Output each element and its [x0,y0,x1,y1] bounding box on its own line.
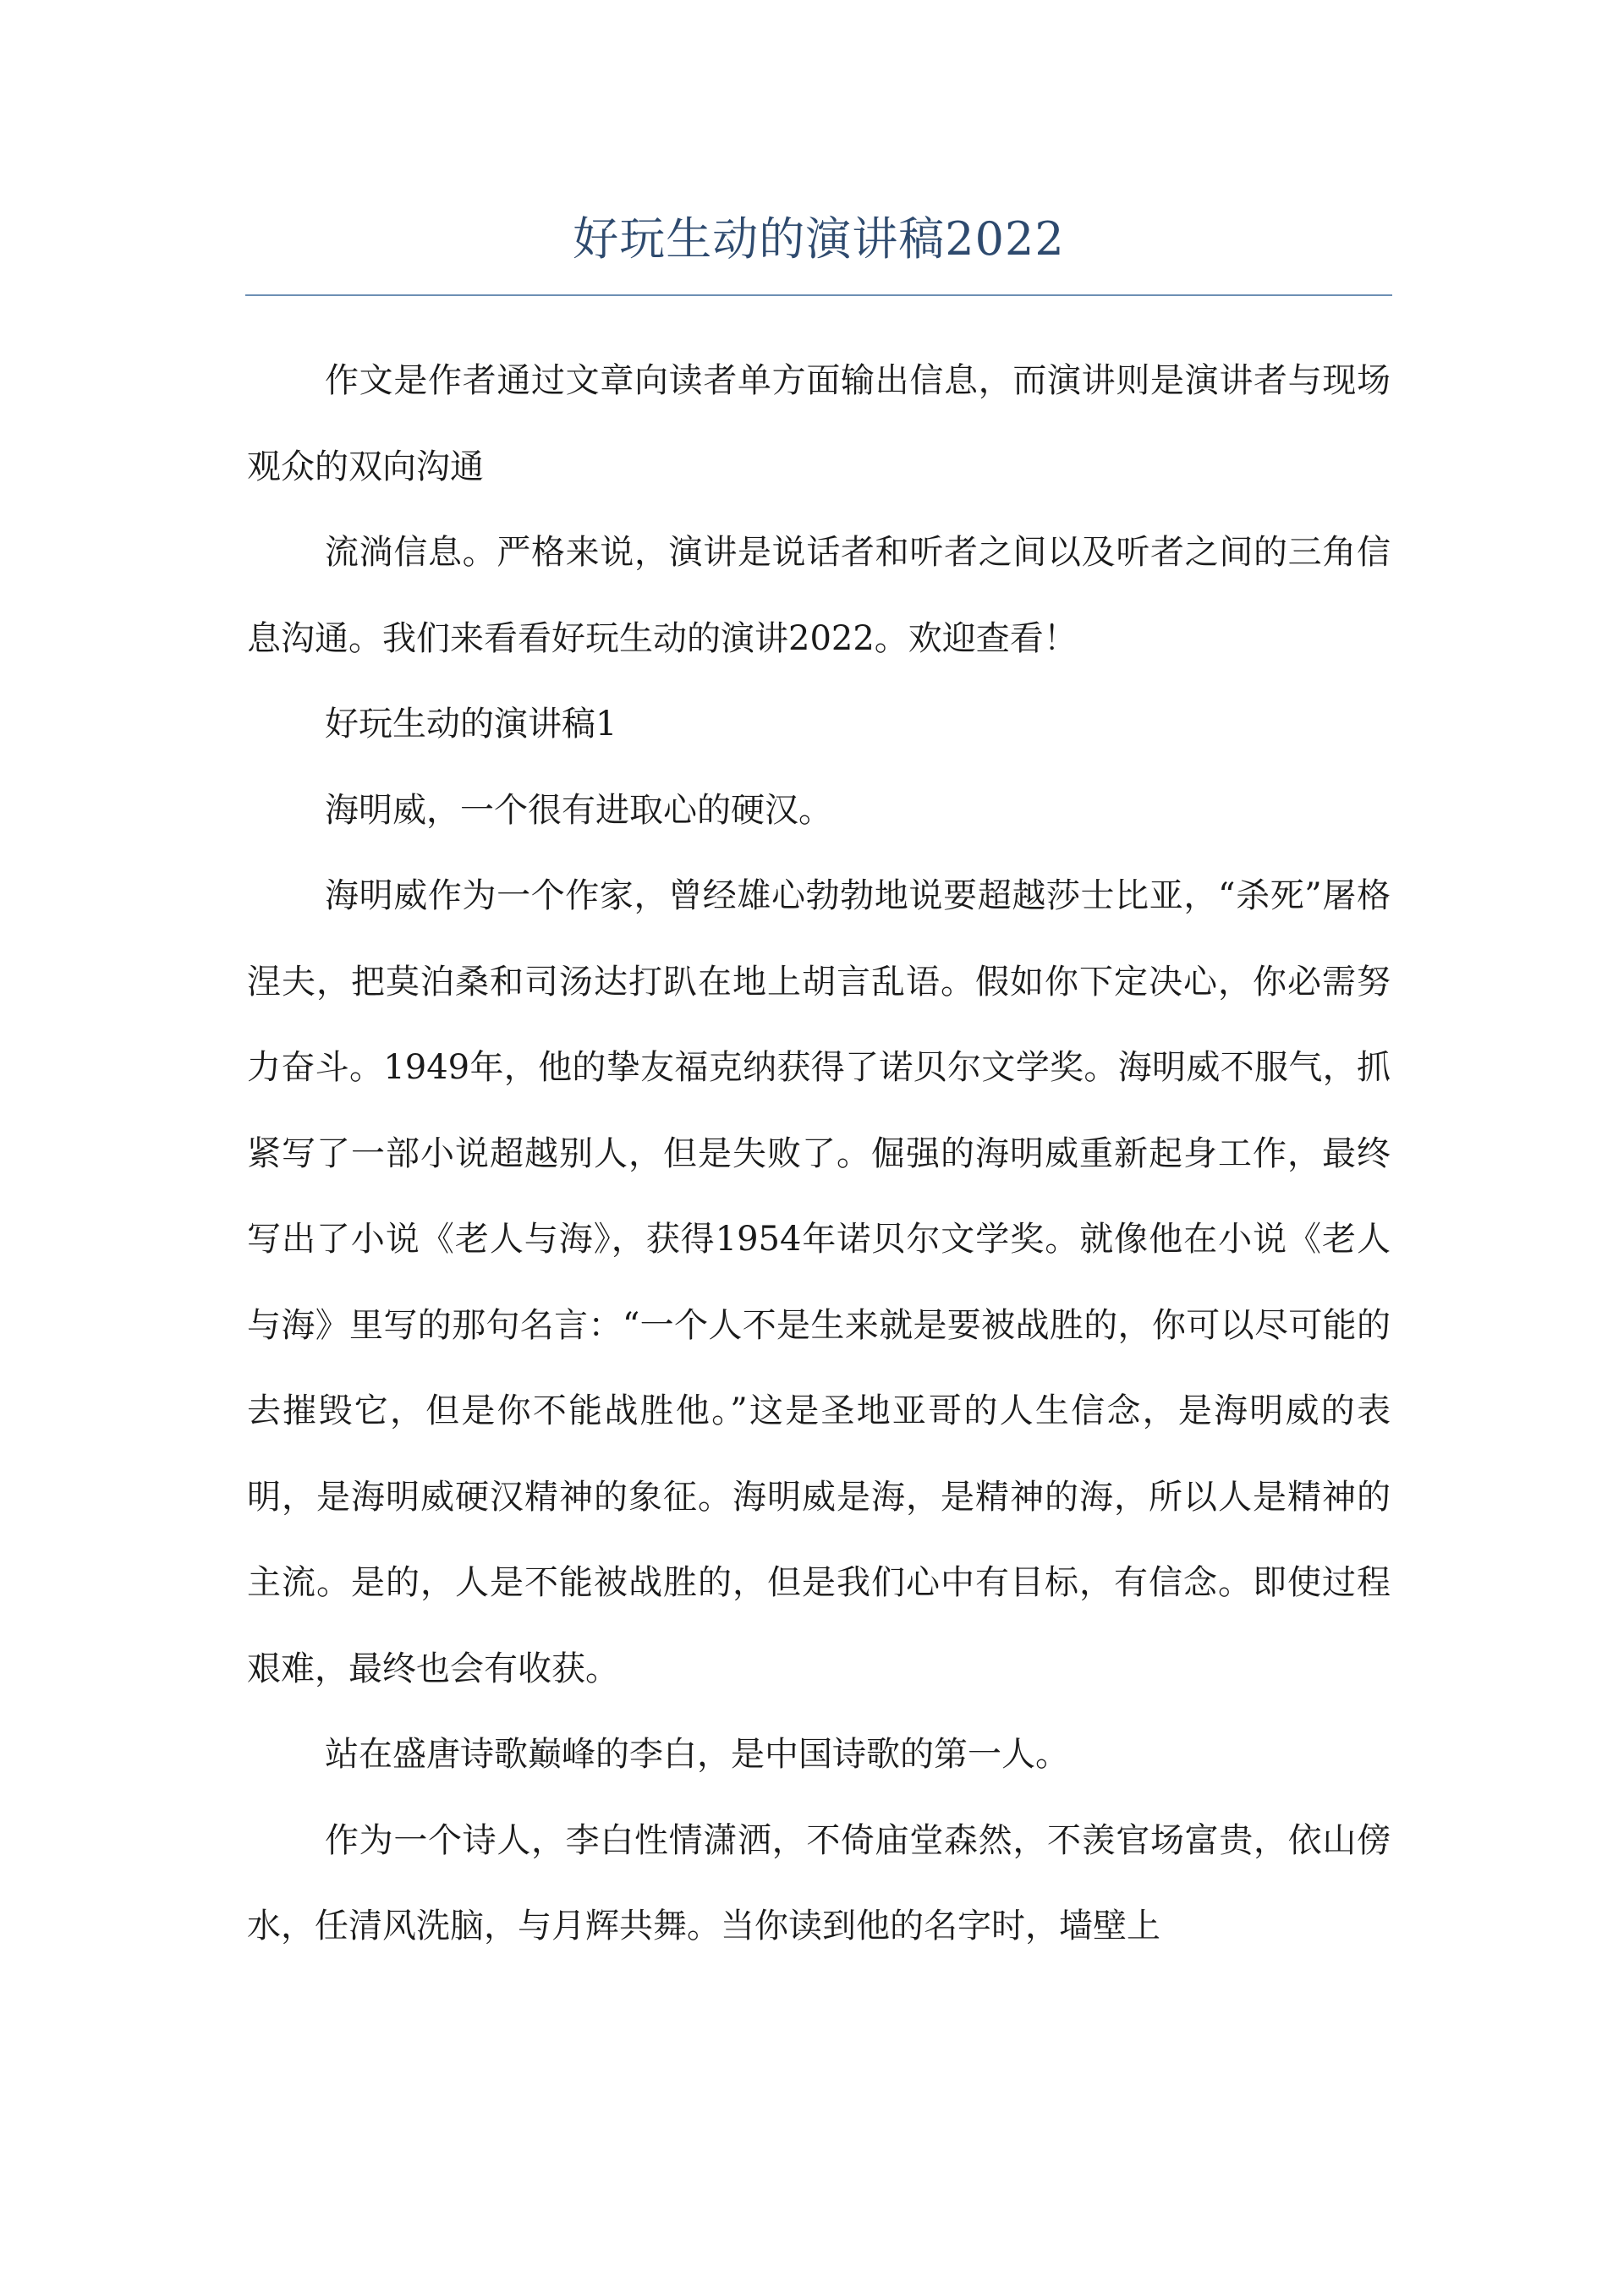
document-title: 好玩生动的演讲稿2022 [573,212,1065,266]
title-divider [245,294,1392,296]
paragraph-hemingway-intro: 海明威，一个很有进取心的硬汉。 [325,790,832,830]
paragraph-hemingway-story: 海明威作为一个作家，曾经雄心勃勃地说要超越莎士比亚，“杀死”屠格涅夫，把莫泊桑和司汤达打趴在地上胡言乱语。假如你下定决心，你必需努力奋斗。1949年，他的挚友福克纳获得了诺贝尔文学奖。海明威不服气，抓紧写了一部小说超越别人，但是失败了。倔强的海明威重新起身工作，最终写出了小说《老人与海》，获得1954年诺贝尔文学奖。就像他在小说《老人与海》里写的那句名言：“一个人不是生来就是要被战胜的，你可以尽可能的去摧毁它，但是你不能战胜他。”这是圣地亚哥的人生信念，是海明威的表明，是海明威硬汉精神的象征。海明威是海，是精神的海，所以人是精神的主流。是的，人是不能被战胜的，但是我们心中有目标，有信念。即使过程艰难，最终也会有收获。 [247,876,1391,1688]
paragraph-intro-continued: 流淌信息。严格来说，演讲是说话者和听者之间以及听者之间的三角信息沟通。我们来看看好玩生动的演讲2022。欢迎查看！ [247,533,1391,658]
paragraph-libai-intro: 站在盛唐诗歌巅峰的李白，是中国诗歌的第一人。 [325,1735,1069,1774]
paragraph-intro: 作文是作者通过文章向读者单方面输出信息，而演讲则是演讲者与现场观众的双向沟通 [247,361,1391,486]
section-heading: 好玩生动的演讲稿1 [325,705,617,744]
document-body [247,338,1391,1970]
paragraph-libai-story: 作为一个诗人，李白性情潇洒，不倚庙堂森然，不羡官场富贵，依山傍水，任清风洗脑，与月辉共舞。当你读到他的名字时，墙壁上 [247,1820,1391,1946]
